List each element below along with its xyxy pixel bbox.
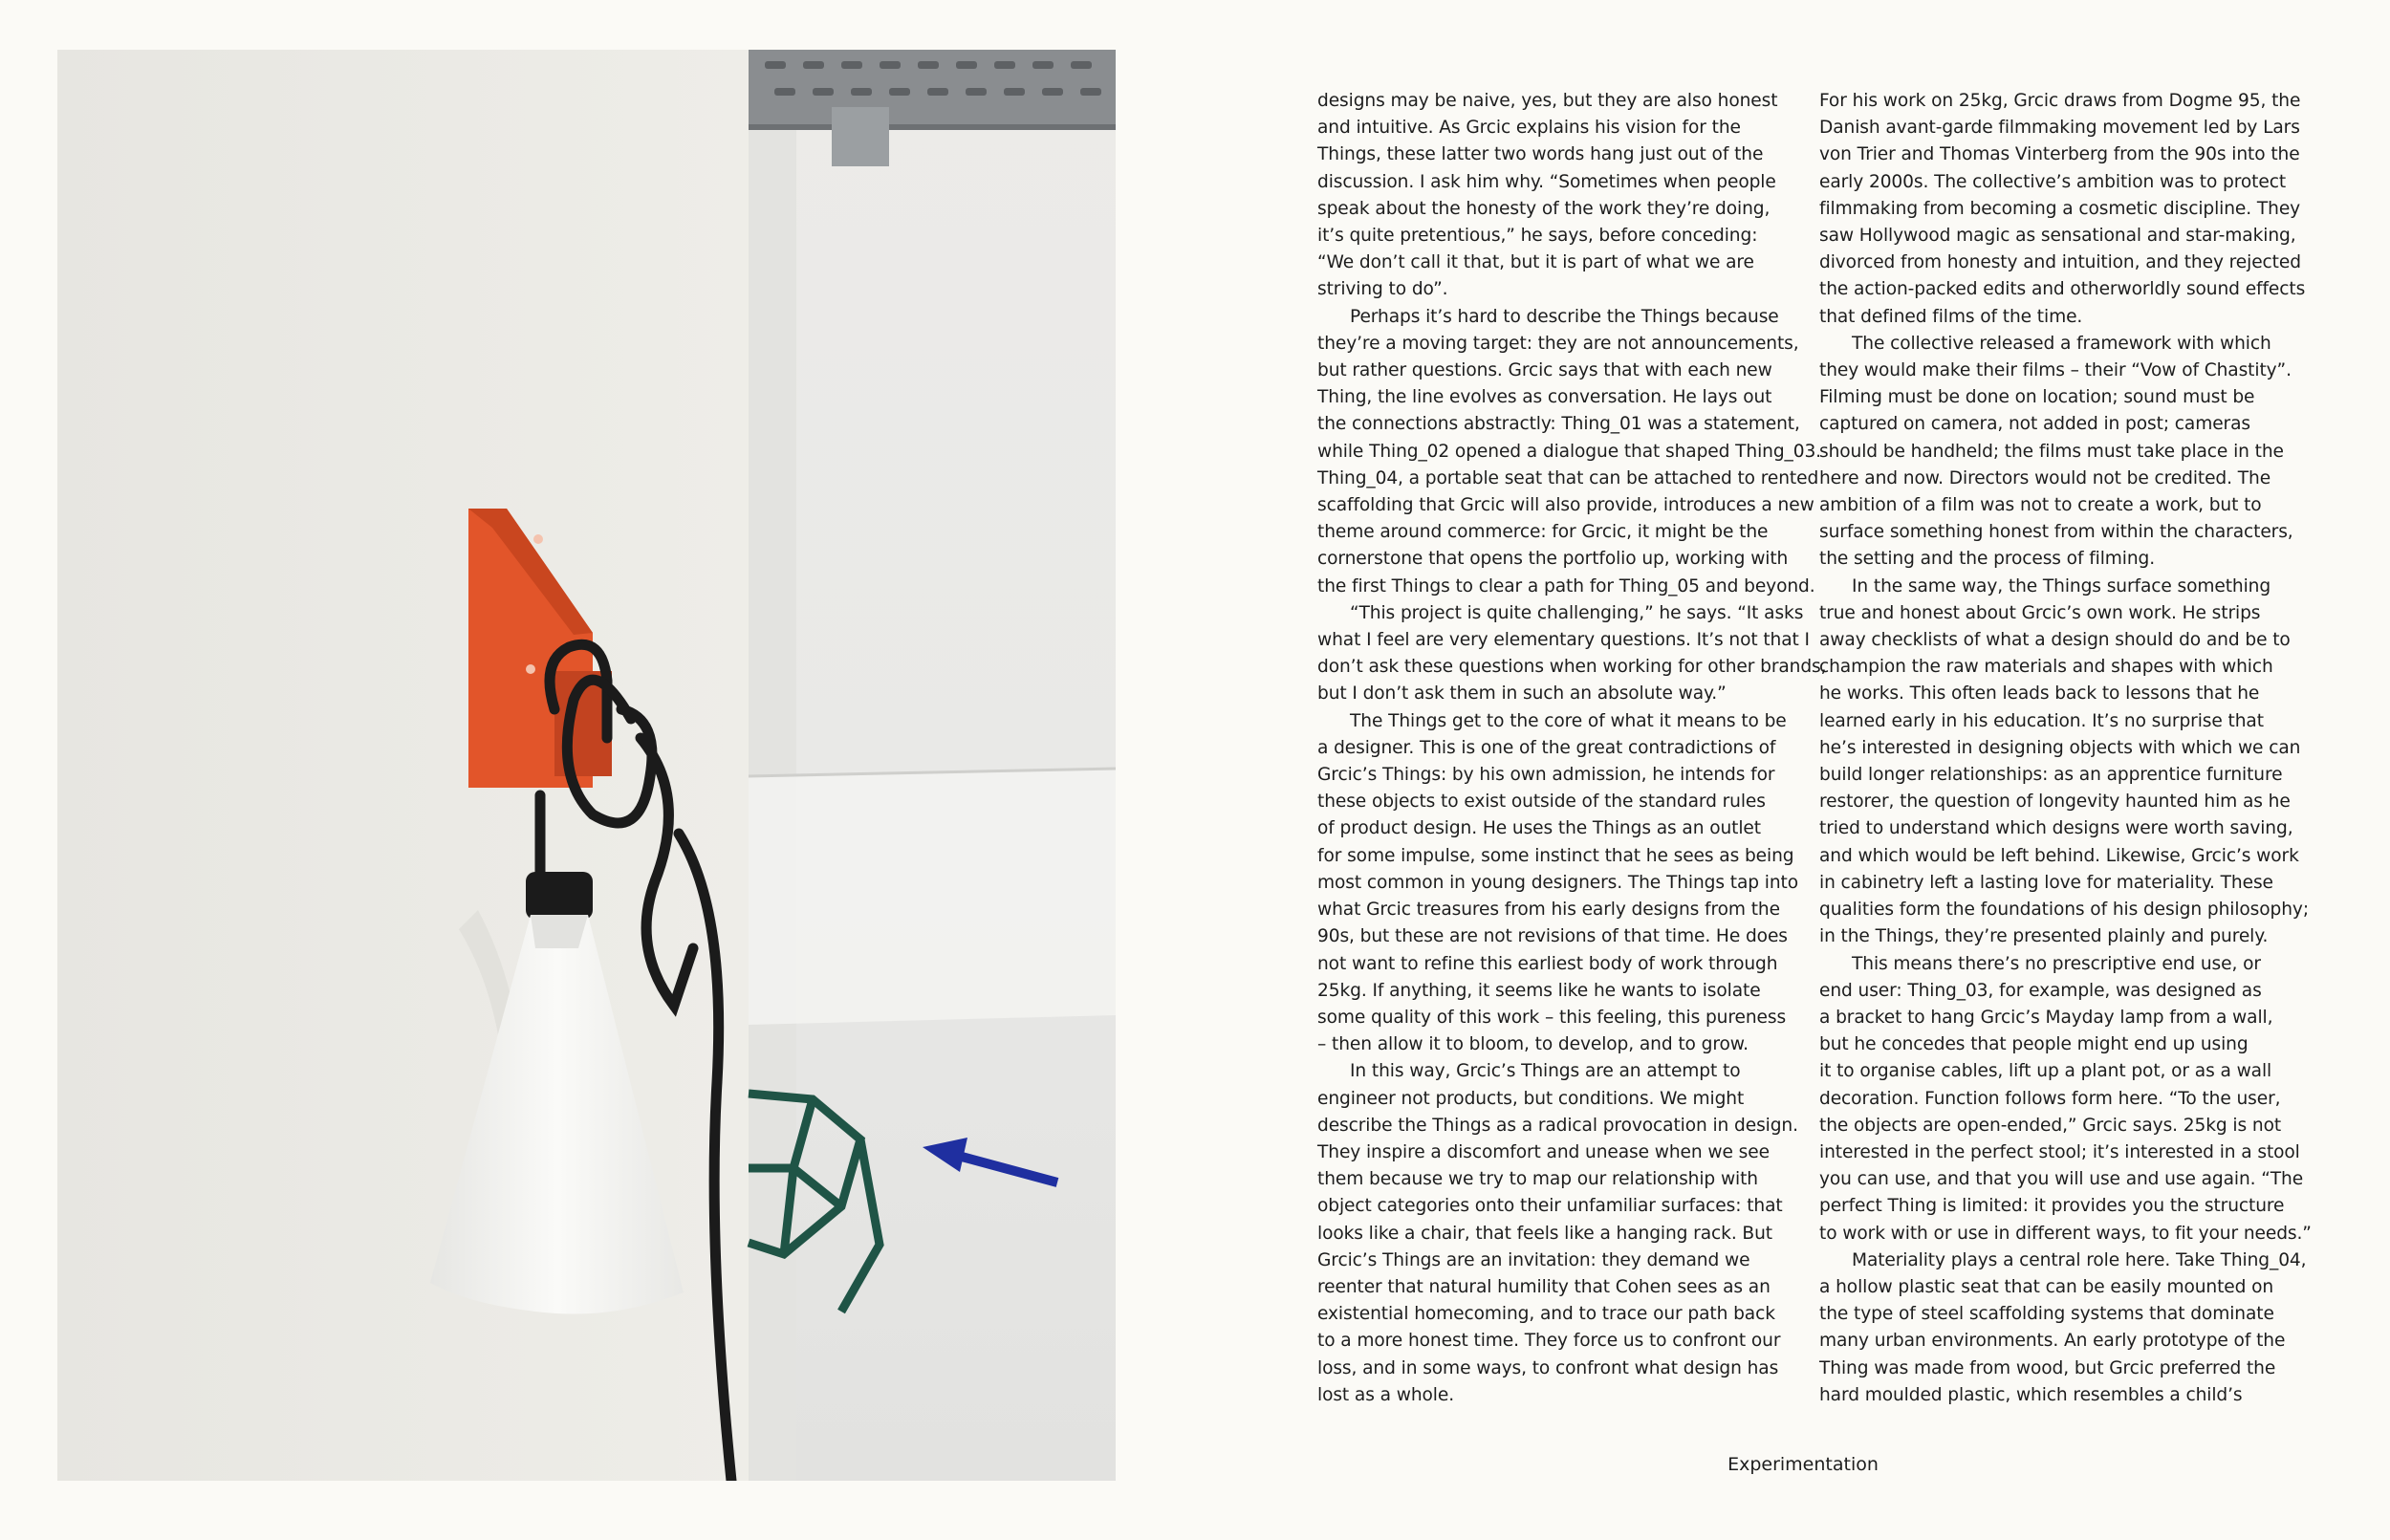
- article-line: that defined films of the time.: [1819, 306, 2083, 327]
- article-line: captured on camera, not added in post; cameras: [1819, 414, 2250, 435]
- article-line: but he concedes that people might end up using: [1819, 1034, 2249, 1055]
- article-line: in cabinetry left a lasting love for materiality. These: [1819, 872, 2273, 893]
- article-column-left: [1317, 88, 1827, 1409]
- article-line: divorced from honesty and intuition, and they rejected: [1819, 252, 2301, 273]
- article-line: Danish avant-garde filmmaking movement led by Lars: [1819, 118, 2300, 139]
- article-line: striving to do”.: [1317, 279, 1448, 300]
- article-line: the action-packed edits and otherworldly sound effects: [1819, 279, 2306, 300]
- article-line: early 2000s. The collective’s ambition was to protect: [1819, 171, 2287, 192]
- article-line: looks like a chair, that feels like a hanging rack. But: [1317, 1223, 1772, 1244]
- article-line: learned early in his education. It’s no surprise that: [1819, 710, 2264, 731]
- article-line: here and now. Directors would not be credited. The: [1819, 467, 2271, 488]
- article-line: existential homecoming, and to trace our path back: [1317, 1304, 1775, 1325]
- article-line: lost as a whole.: [1317, 1384, 1455, 1405]
- article-line: and intuitive. As Grcic explains his vision for the: [1317, 118, 1741, 139]
- article-line: speak about the honesty of the work they’re doing,: [1317, 198, 1771, 219]
- article-line: what I feel are very elementary questions. It’s not that I: [1317, 630, 1810, 651]
- article-column-right: [1819, 88, 2312, 1409]
- article-line: he works. This often leads back to lessons that he: [1819, 683, 2260, 705]
- article-line: In this way, Grcic’s Things are an attempt to: [1350, 1061, 1741, 1082]
- article-line: ambition of a film was not to create a work, but to: [1819, 495, 2262, 516]
- article-line: saw Hollywood magic as sensational and star-making,: [1819, 226, 2296, 247]
- article-line: build longer relationships: as an apprentice furniture: [1819, 765, 2283, 786]
- article-line: a hollow plastic seat that can be easily mounted on: [1819, 1276, 2274, 1297]
- article-line: For his work on 25kg, Grcic draws from Dogme 95, the: [1819, 91, 2301, 111]
- article-line: Thing_04, a portable seat that can be attached to rented: [1317, 467, 1819, 488]
- article-line: most common in young designers. The Things tap into: [1317, 872, 1798, 893]
- article-line: you can use, and that you will use and use again. “The: [1819, 1169, 2304, 1190]
- article-line: for some impulse, some instinct that he sees as being: [1317, 845, 1794, 866]
- article-line: what Grcic treasures from his early designs from the: [1317, 900, 1780, 921]
- article-line: object categories onto their unfamiliar surfaces: that: [1317, 1196, 1783, 1217]
- article-line: 25kg. If anything, it seems like he wants to isolate: [1317, 980, 1761, 1001]
- article-line: Materiality plays a central role here. Take Thing_04,: [1852, 1249, 2307, 1270]
- article-line: engineer not products, but conditions. We might: [1317, 1088, 1745, 1109]
- article-line: a bracket to hang Grcic’s Mayday lamp from a wall,: [1819, 1007, 2273, 1028]
- article-line: Thing, the line evolves as conversation. He lays out: [1317, 387, 1772, 408]
- article-line: Thing was made from wood, but Grcic preferred the: [1819, 1357, 2276, 1378]
- article-line: Perhaps it’s hard to describe the Things because: [1350, 306, 1779, 327]
- article-line: end user: Thing_03, for example, was designed as: [1819, 980, 2262, 1001]
- back-wall: [749, 50, 1116, 1481]
- article-line: the objects are open-ended,” Grcic says. 25kg is not: [1819, 1115, 2282, 1136]
- article-line: qualities form the foundations of his design philosophy;: [1819, 900, 2309, 921]
- article-line: while Thing_02 opened a dialogue that shaped Thing_03.: [1317, 441, 1821, 462]
- article-line: a designer. This is one of the great contradictions of: [1317, 737, 1776, 758]
- article-line: This means there’s no prescriptive end use, or: [1852, 953, 2261, 974]
- article-line: the type of steel scaffolding systems that dominate: [1819, 1304, 2274, 1325]
- article-line: tried to understand which designs were worth saving,: [1819, 818, 2293, 839]
- article-line: Grcic’s Things are an invitation: they demand we: [1317, 1249, 1750, 1270]
- article-line: some quality of this work – this feeling, this pureness: [1317, 1007, 1787, 1028]
- article-line: “This project is quite challenging,” he says. “It asks: [1350, 602, 1804, 623]
- article-line: Filming must be done on location; sound must be: [1819, 387, 2255, 408]
- article-line: loss, and in some ways, to confront what design has: [1317, 1357, 1779, 1378]
- article-line: champion the raw materials and shapes with which: [1819, 657, 2273, 678]
- article-line: von Trier and Thomas Vinterberg from the 90s into the: [1819, 144, 2300, 165]
- article-line: it to organise cables, lift up a plant pot, or as a wall: [1819, 1061, 2272, 1082]
- article-line: The collective released a framework with which: [1852, 333, 2271, 354]
- article-line: 90s, but these are not revisions of that time. He does: [1317, 926, 1788, 947]
- article-line: reenter that natural humility that Cohen sees as an: [1317, 1276, 1771, 1297]
- article-line: interested in the perfect stool; it’s interested in a stool: [1819, 1141, 2300, 1162]
- article-line: restorer, the question of longevity haunted him as he: [1819, 792, 2291, 813]
- article-line: to a more honest time. They force us to confront our: [1317, 1331, 1781, 1352]
- article-line: but I don’t ask them in such an absolute way.”: [1317, 683, 1727, 705]
- article-line: decoration. Function follows form here. “To the user,: [1819, 1088, 2281, 1109]
- article-line: and which would be left behind. Likewise, Grcic’s work: [1819, 845, 2299, 866]
- article-line: hard moulded plastic, which resembles a child’s: [1819, 1384, 2243, 1405]
- article-line: They inspire a discomfort and unease when we see: [1317, 1141, 1770, 1162]
- article-line: they would make their films – their “Vow of Chastity”.: [1819, 360, 2292, 381]
- article-line: describe the Things as a radical provocation in design.: [1317, 1115, 1798, 1136]
- article-line: the setting and the process of filming.: [1819, 549, 2156, 570]
- article-line: designs may be naive, yes, but they are also honest: [1317, 91, 1778, 111]
- article-line: to work with or use in different ways, to fit your needs.”: [1819, 1223, 2312, 1244]
- article-line: the connections abstractly: Thing_01 was a statement,: [1317, 414, 1800, 435]
- article-line: he’s interested in designing objects with which we can: [1819, 737, 2301, 758]
- article-line: The Things get to the core of what it means to be: [1350, 710, 1787, 731]
- article-line: these objects to exist outside of the standard rules: [1317, 792, 1766, 813]
- article-line: should be handheld; the films must take place in the: [1819, 441, 2284, 462]
- section-footer-label: Experimentation: [1727, 1454, 1879, 1475]
- lamp-photograph: [57, 50, 1116, 1481]
- article-line: cornerstone that opens the portfolio up, working with: [1317, 549, 1789, 570]
- article-line: they’re a moving target: they are not announcements,: [1317, 333, 1799, 354]
- lamp-socket: [526, 872, 593, 920]
- article-line: many urban environments. An early prototype of the: [1819, 1331, 2286, 1352]
- article-line: but rather questions. Grcic says that with each new: [1317, 360, 1772, 381]
- article-line: them because we try to map our relationship with: [1317, 1169, 1758, 1190]
- article-line: “We don’t call it that, but it is part of what we are: [1317, 252, 1754, 273]
- article-line: surface something honest from within the characters,: [1819, 522, 2293, 543]
- article-line: perfect Thing is limited: it provides you the structure: [1819, 1196, 2285, 1217]
- article-line: the first Things to clear a path for Thing_05 and beyond.: [1317, 575, 1815, 596]
- article-line: Grcic’s Things: by his own admission, he intends for: [1317, 765, 1775, 786]
- article-line: away checklists of what a design should do and be to: [1819, 630, 2291, 651]
- article-line: in the Things, they’re presented plainly and purely.: [1819, 926, 2269, 947]
- article-line: not want to refine this earliest body of work through: [1317, 953, 1778, 974]
- article-line: scaffolding that Grcic will also provide, introduces a new: [1317, 495, 1814, 516]
- article-line: – then allow it to bloom, to develop, and to grow.: [1317, 1034, 1749, 1055]
- article-line: theme around commerce: for Grcic, it might be the: [1317, 522, 1769, 543]
- article-line: don’t ask these questions when working for other brands,: [1317, 657, 1827, 678]
- article-line: true and honest about Grcic’s own work. He strips: [1819, 602, 2261, 623]
- article-line: it’s quite pretentious,” he says, before conceding:: [1317, 226, 1758, 247]
- article-line: discussion. I ask him why. “Sometimes when people: [1317, 171, 1776, 192]
- article-line: filmmaking from becoming a cosmetic discipline. They: [1819, 198, 2301, 219]
- article-line: In the same way, the Things surface something: [1852, 575, 2271, 596]
- article-line: Things, these latter two words hang just out of the: [1317, 144, 1764, 165]
- article-line: of product design. He uses the Things as an outlet: [1317, 818, 1761, 839]
